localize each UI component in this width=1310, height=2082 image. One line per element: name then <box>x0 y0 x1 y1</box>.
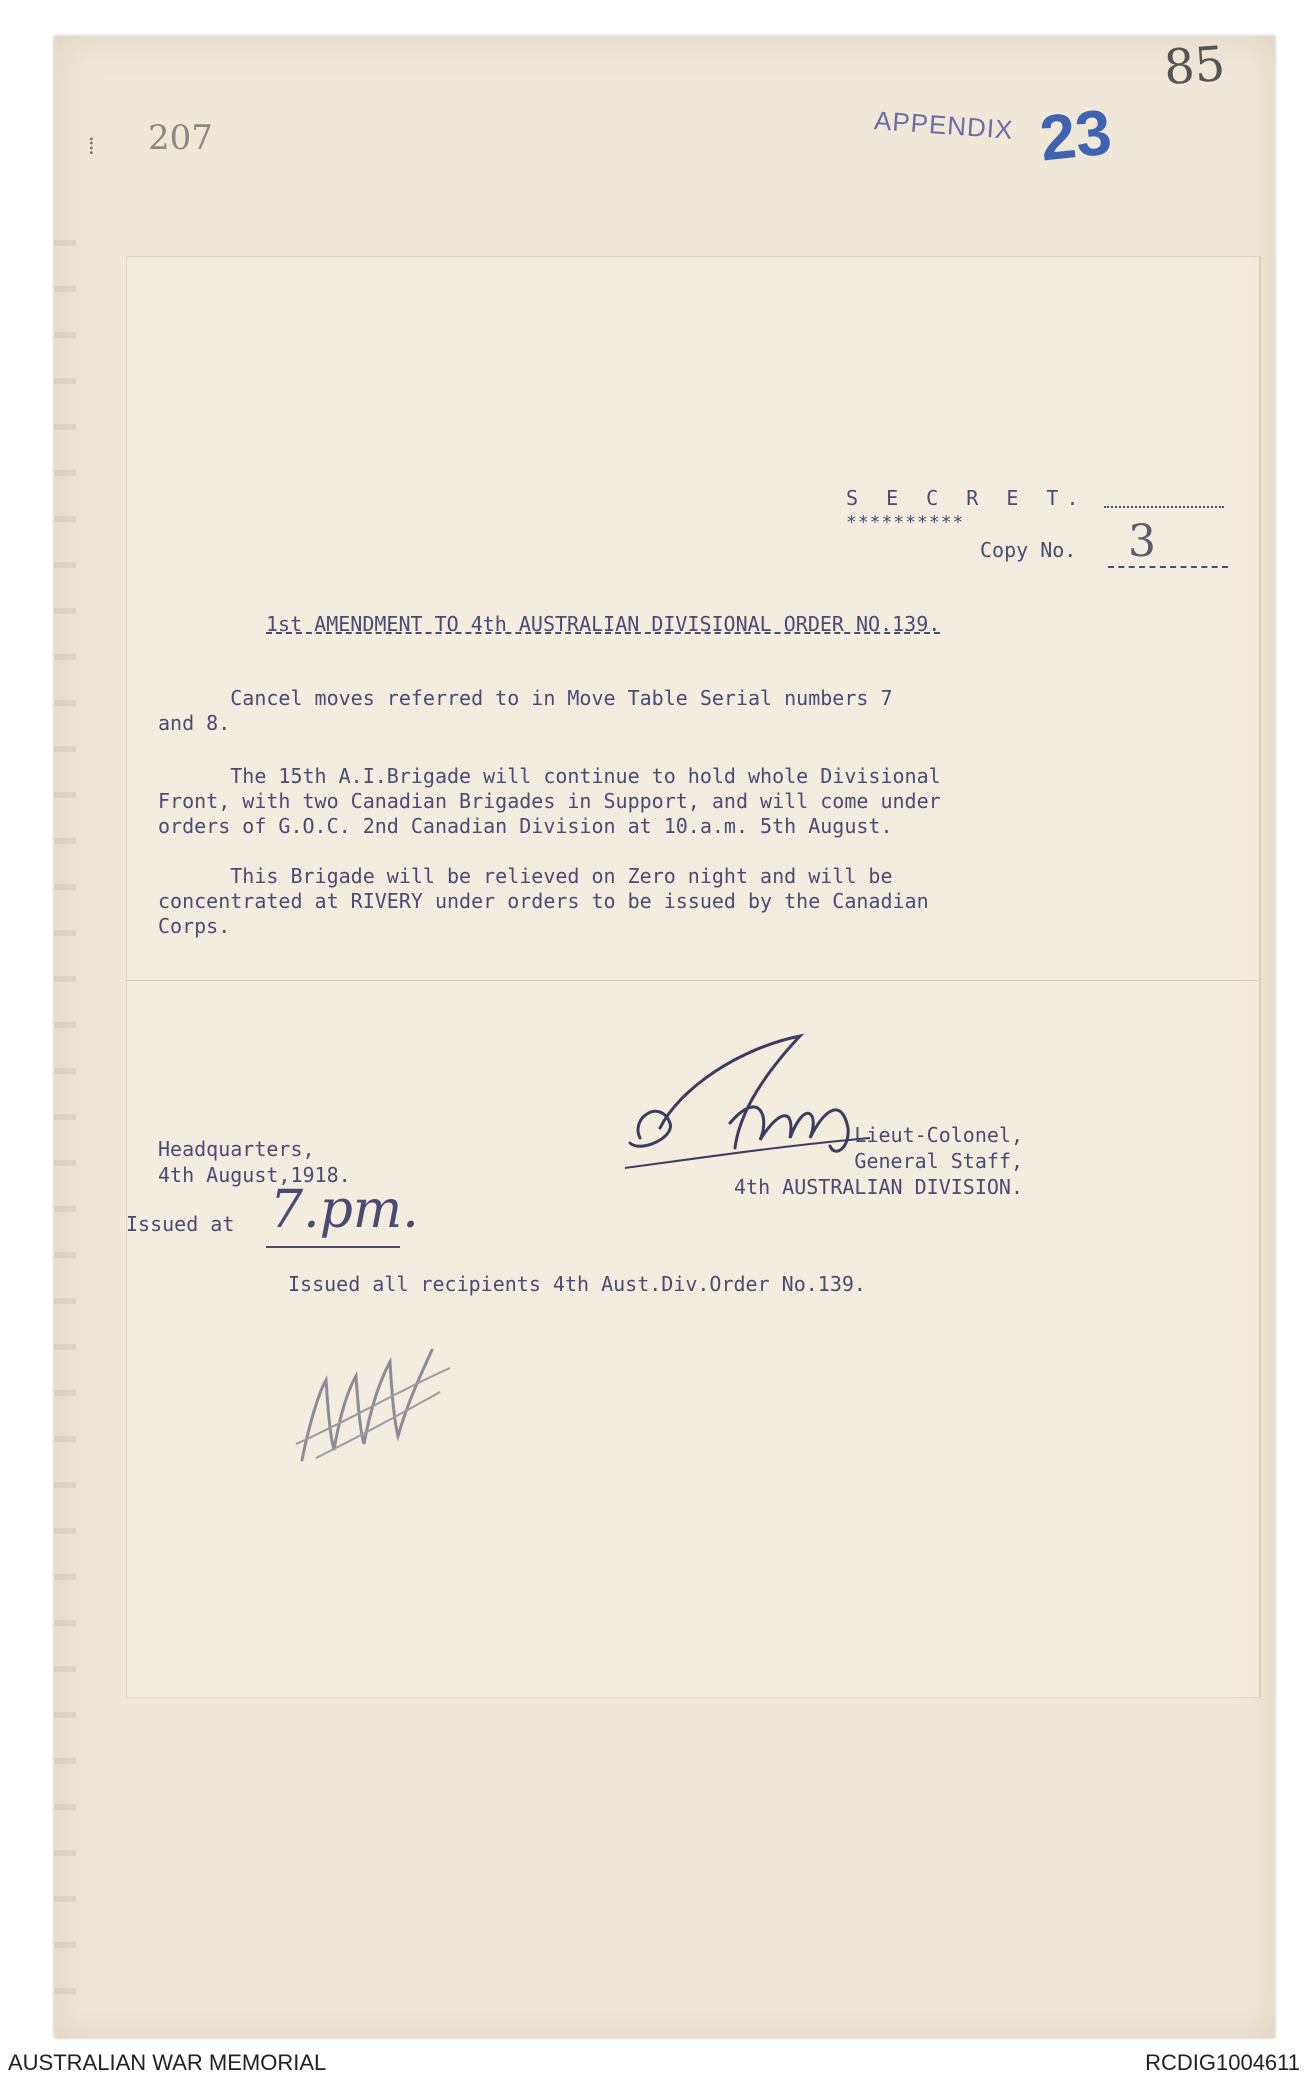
paper-fold-line <box>126 980 1258 981</box>
archive-number: 207 <box>148 118 213 158</box>
footer-source: AUSTRALIAN WAR MEMORIAL <box>8 2050 327 2075</box>
copy-label: Copy No. <box>980 538 1077 562</box>
copy-number-line <box>1108 566 1228 568</box>
paragraph-3: This Brigade will be relieved on Zero night and will be concentrated at RIVERY under orders to be issued by the Canadian Corps. <box>158 864 929 938</box>
issued-time-underline <box>266 1246 400 1248</box>
torn-left-edge <box>54 200 76 2000</box>
issued-at-label: Issued at <box>126 1212 235 1236</box>
margin-tick-mark: ⁞ <box>88 132 95 160</box>
paragraph-2: The 15th A.I.Brigade will continue to hold whole Divisional Front, with two Canadian Brigades in Support, and will come under orders of G.O.C. 2nd Canadian Division at 10.a.m. 5th August. <box>158 764 941 838</box>
copy-number: 3 <box>1128 516 1156 567</box>
dotted-line <box>1104 506 1224 508</box>
headquarters-date: Headquarters, 4th August,1918. <box>158 1137 351 1187</box>
appendix-number: 23 <box>1036 95 1115 175</box>
footer-record-id: RCDIG1004611 <box>1145 2050 1300 2075</box>
appendix-stamp: APPENDIX <box>873 105 1015 145</box>
classification-underline: ********** <box>846 512 965 533</box>
classification-secret: S E C R E T. <box>846 486 1087 510</box>
signoff-block: Lieut-Colonel, General Staff, 4th AUSTRALIAN DIVISION. <box>734 1123 1023 1199</box>
issued-all-recipients: Issued all recipients 4th Aust.Div.Order No.139. <box>288 1272 866 1296</box>
inner-typed-sheet <box>126 256 1261 1698</box>
corner-page-number: 85 <box>1162 35 1227 97</box>
order-heading: 1st AMENDMENT TO 4th AUSTRALIAN DIVISIONAL ORDER NO.139. <box>266 612 941 636</box>
paragraph-1: Cancel moves referred to in Move Table Serial numbers 7 and 8. <box>158 686 893 735</box>
pencil-initials <box>290 1340 460 1470</box>
issued-at-time: 7.pm. <box>270 1180 419 1240</box>
